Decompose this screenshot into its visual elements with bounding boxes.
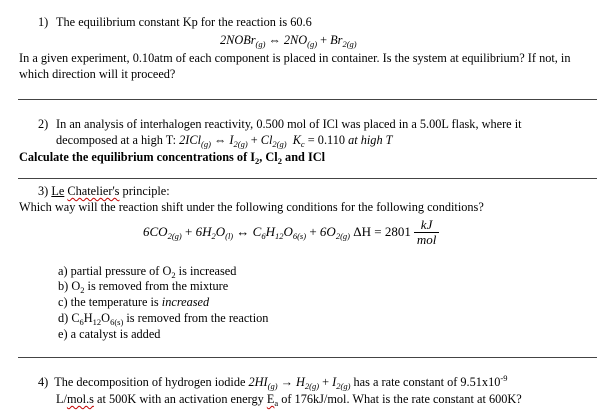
q1-number: 1)	[38, 15, 49, 29]
q2-bold-sub2: 2	[277, 156, 282, 166]
q4-ea	[267, 392, 278, 406]
q3-title	[38, 184, 170, 199]
q3-eq-p2-sub: 2(g)	[335, 231, 350, 241]
q2-eq-p1: I	[229, 133, 234, 147]
q4-eq-p2-sub: 2(g)	[336, 381, 351, 391]
divider-2	[18, 178, 597, 179]
q3-option-d-s3: 6(s)	[110, 317, 124, 327]
q3-eq-p1b: H	[265, 224, 275, 239]
q2-kc: K	[292, 133, 301, 147]
q3-eq-arrow: ↔	[236, 224, 250, 239]
q3-eq-r2-sub: 2	[211, 231, 216, 241]
q2-line2-pre: decomposed at a high T:	[56, 133, 177, 147]
q3-option-b-post: is removed from the mixture	[84, 279, 229, 293]
q4-line1	[38, 375, 507, 390]
q3-prompt: Which way will the reaction shift under the following conditions for the following conditions?	[19, 200, 484, 214]
q4-post: has a rate constant of 9.51x10	[353, 375, 501, 389]
q3-eq-r2b-sub: (l)	[225, 231, 234, 241]
q2-eq-p2-sub: 2(g)	[272, 139, 287, 149]
q3-option-b-sub: 2	[80, 285, 85, 295]
q3-option-d-post: is removed from the reaction	[123, 311, 269, 325]
q3-eq-dh: ΔH = 2801	[353, 224, 411, 239]
q3-equation	[143, 215, 439, 249]
q2-kc-val: = 0.110	[307, 133, 346, 147]
q3-eq-plus2: +	[309, 224, 317, 239]
q3-option-d-s2: 12	[92, 317, 102, 327]
q2-number: 2)	[38, 117, 49, 131]
q2-bold-mid: , Cl	[259, 150, 278, 164]
q3-eq-p1: C	[252, 224, 262, 239]
q3-eq-p1-s2: 12	[274, 231, 284, 241]
q1-eq-p1-sub: (g)	[307, 39, 318, 49]
divider-3	[18, 357, 597, 358]
q3-eq-frac-den: mol	[416, 231, 437, 247]
q2-eq-arrow: ⇔	[214, 133, 227, 147]
q3-option-c-italic: increased	[161, 295, 210, 309]
q1-eq-p2-sub: 2(g)	[342, 39, 357, 49]
q1-eq-p2: Br	[330, 33, 343, 47]
q3-eq-p1c: O	[283, 224, 293, 239]
q2-eq-p2: Cl	[260, 133, 273, 147]
q1-eq-left-sub: (g)	[255, 39, 266, 49]
q1-eq-plus: +	[320, 33, 328, 47]
q3-eq-p2: 6O	[319, 224, 336, 239]
q4-line2-mols: mol.s	[66, 392, 94, 406]
q4-ea-sub: a	[274, 398, 279, 408]
q3-option-a-sub: 2	[171, 270, 176, 280]
q3-option-b	[58, 279, 228, 294]
q3-option-e-pre: e) a catalyst is added	[58, 327, 161, 341]
q4-line2	[56, 392, 522, 407]
q3-eq-p1-s3: 6(s)	[292, 231, 307, 241]
q1-text-line2: which direction will it proceed?	[19, 67, 176, 81]
q3-title-rest: principle:	[122, 184, 170, 198]
q3-option-e	[58, 327, 160, 342]
q4-line2-c: of 176kJ/mol. What is the rate constant at 600K?	[278, 392, 522, 406]
q3-option-b-pre: b) O	[58, 279, 81, 293]
q4-line2-a: L/	[56, 392, 67, 406]
q4-number: 4)	[38, 375, 49, 389]
q4-eq-r-sub: (g)	[267, 381, 278, 391]
q2-eq-p1-sub: 2(g)	[233, 139, 248, 149]
q4-eq-arrow: →	[280, 375, 293, 389]
q4-ea-letter: E	[266, 392, 275, 406]
q3-option-d-s1: 6	[79, 317, 84, 327]
q1-text-line1: In a given experiment, 0.10atm of each component is placed in container. Is the system at equilibrium? If not, in	[19, 51, 571, 65]
q4-eq-p1-sub: 2(g)	[304, 381, 320, 391]
q3-option-a-post: is increased	[175, 264, 237, 278]
q1-stem: The equilibrium constant Kp for the reaction is 60.6	[56, 15, 312, 29]
q2-bold-pre: Calculate the equilibrium concentrations of I	[19, 150, 256, 164]
q4-line2-b: at 500K with an activation energy	[93, 392, 267, 406]
q3-option-d-m2: O	[101, 311, 111, 325]
q2-kc-sub: c	[300, 139, 305, 149]
q1-eq-left: 2NOBr	[220, 33, 256, 47]
q3-title-word2: Chatelier's	[67, 184, 120, 198]
q4-pre: The decomposition of hydrogen iodide	[54, 375, 246, 389]
q3-eq-r1-sub: 2(g)	[167, 231, 182, 241]
q3-eq-plus1: +	[184, 224, 193, 239]
q2-eq-r: 2ICl	[179, 133, 202, 147]
q2-eq-plus: +	[250, 133, 258, 147]
q2-kc-cond: at high T	[348, 133, 393, 147]
q3-option-c-pre: c) the temperature is	[58, 295, 162, 309]
q1-eq-p1: 2NO	[283, 33, 308, 47]
q3-eq-r2b: O	[215, 224, 226, 239]
q3-eq-p1-s1: 6	[261, 231, 266, 241]
q2-line2	[56, 133, 393, 148]
q2-bold-sub1: 2	[255, 156, 260, 166]
q3-option-a	[58, 264, 236, 279]
q3-option-d-m1: H	[83, 311, 93, 325]
q3-option-d	[58, 311, 268, 326]
q3-number: 3)	[38, 184, 49, 198]
q3-title-word1: Le	[51, 184, 65, 198]
q3-option-d-pre: d) C	[58, 311, 80, 325]
q4-eq-plus: +	[322, 375, 330, 389]
q4-eq-p2: I	[332, 375, 337, 389]
divider-1	[18, 99, 597, 100]
q2-line1: In an analysis of interhalogen reactivity, 0.500 mol of ICl was placed in a 5.00L flask, where it	[56, 117, 522, 131]
q2-eq-r-sub: (g)	[201, 139, 211, 149]
q2-bold-prompt	[19, 150, 325, 165]
q3-eq-frac-num: kJ	[414, 218, 440, 233]
q3-option-c	[58, 295, 209, 310]
q4-exp: -9	[500, 373, 508, 383]
q1-equation	[220, 33, 357, 48]
q3-eq-r1: 6CO	[143, 224, 168, 239]
q1-eq-arrow: ⇔	[268, 33, 281, 47]
q3-eq-fraction	[414, 218, 440, 247]
q4-eq-r: 2HI	[248, 375, 268, 389]
q4-eq-p1: H	[296, 375, 305, 389]
q2-bold-post: and ICl	[281, 150, 326, 164]
q3-eq-r2: 6H	[195, 224, 212, 239]
q3-option-a-pre: a) partial pressure of O	[58, 264, 172, 278]
